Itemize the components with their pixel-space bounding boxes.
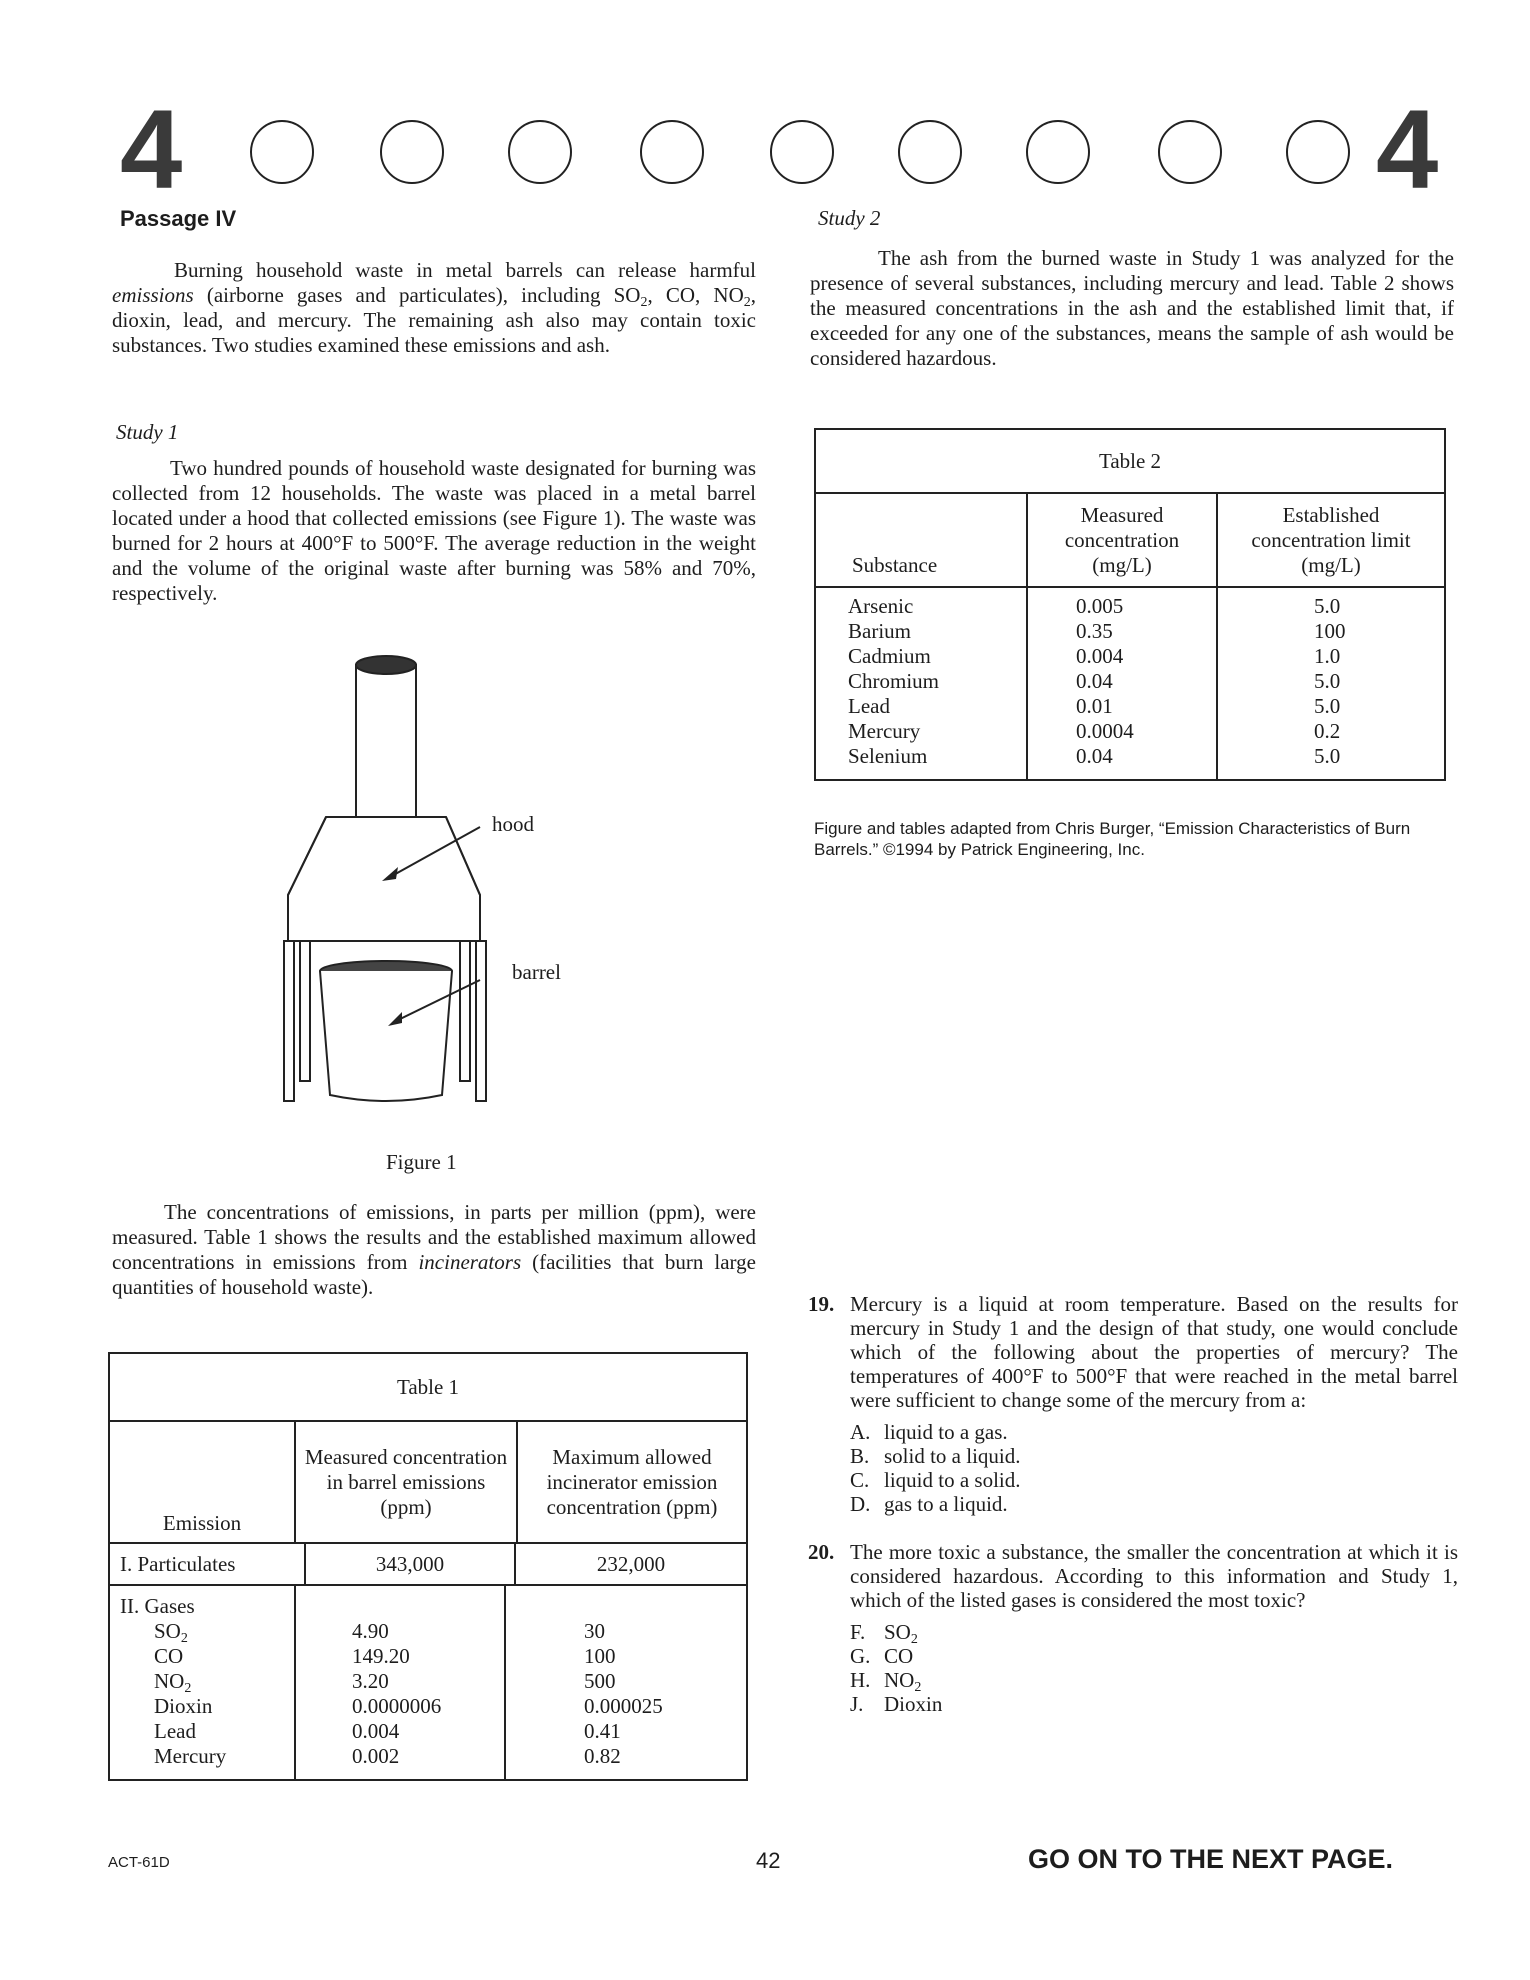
credit-line: Figure and tables adapted from Chris Burger, “Emission Characteristics of Burn Barrels.” ©1994 by Patrick Engineering, Inc. — [814, 819, 1411, 859]
table2-title: Table 2 — [816, 430, 1444, 494]
table1-gas-measured: 3.20 — [352, 1669, 389, 1693]
answer-text-subscript: 2 — [910, 1632, 918, 1647]
circle-decoration — [640, 120, 704, 184]
table2-measured: 0.01 — [1076, 694, 1113, 718]
answer-text-subscript: 2 — [914, 1680, 922, 1695]
figure1-diagram — [270, 655, 600, 1115]
table2-substance: Cadmium — [848, 644, 931, 668]
gas-name-subscript: 2 — [180, 1631, 188, 1646]
table1-gas-name — [120, 1644, 294, 1669]
table2-substance: Arsenic — [848, 594, 914, 618]
table2-limit: 5.0 — [1314, 594, 1341, 618]
gas-name-text: Dioxin — [154, 1694, 213, 1718]
table2-limit: 0.2 — [1314, 719, 1341, 743]
passage-title: Passage IV — [120, 206, 237, 231]
answer-option[interactable] — [850, 1492, 1458, 1516]
answer-letter: D. — [850, 1492, 871, 1516]
table1-gas-name — [120, 1619, 294, 1644]
table2-measured: 0.0004 — [1076, 719, 1134, 743]
answer-option[interactable] — [850, 1468, 1458, 1492]
circle-decoration — [1026, 120, 1090, 184]
circle-decoration — [1286, 120, 1350, 184]
study2-text: The ash from the burned waste in Study 1 was analyzed for the presence of several substances, including mercury and lead. Table 2 shows the measured concentrations in the ash and the established limit that, if exceeded for any one of the substances, means the sample of ash would be considered hazardous. — [810, 246, 1454, 370]
answer-options — [850, 1420, 1458, 1516]
question — [808, 1292, 1458, 1516]
answer-option[interactable] — [850, 1620, 1458, 1647]
table2-substance: Lead — [848, 694, 890, 718]
table2-measured: 0.04 — [1076, 669, 1113, 693]
circle-decoration — [898, 120, 962, 184]
circle-decoration — [508, 120, 572, 184]
table2-measured: 0.005 — [1076, 594, 1124, 618]
table2-limit: 5.0 — [1314, 694, 1341, 718]
table1-gas-max: 500 — [584, 1669, 616, 1693]
table2-substance: Selenium — [848, 744, 928, 768]
hood-leg — [300, 941, 310, 1081]
table2-limit: 5.0 — [1314, 744, 1341, 768]
table2-limit: 1.0 — [1314, 644, 1341, 668]
table1-header-measured: Measured concentration in barrel emissions (ppm) — [296, 1422, 518, 1542]
question-number: 19. — [808, 1292, 835, 1316]
study1-title: Study 1 — [116, 420, 179, 444]
answer-text — [884, 1692, 942, 1716]
table1 — [108, 1352, 748, 1781]
gas-name-text: NO — [154, 1669, 185, 1693]
answer-letter: H. — [850, 1668, 871, 1692]
table1-gas-max: 0.000025 — [584, 1694, 663, 1718]
questions — [808, 1292, 1458, 1716]
answer-options — [850, 1620, 1458, 1716]
table2-substance: Mercury — [848, 719, 921, 743]
answer-option[interactable] — [850, 1644, 1458, 1668]
circle-decoration — [250, 120, 314, 184]
table1-gas-name — [120, 1719, 294, 1744]
table1-gas-measured: 0.0000006 — [352, 1694, 442, 1718]
table1-gas-measured: 149.20 — [352, 1644, 410, 1668]
hood-leg — [460, 941, 470, 1081]
table1-row-particulates: I. Particulates 343,000 232,000 — [110, 1544, 746, 1586]
table1-gases-heading: II. Gases — [120, 1594, 195, 1618]
answer-option[interactable] — [850, 1444, 1458, 1468]
table1-header-emission: Emission — [110, 1422, 296, 1542]
answer-option[interactable] — [850, 1420, 1458, 1444]
section-number-left: 4 — [120, 87, 183, 212]
table1-gas-measured: 4.90 — [352, 1619, 389, 1643]
answer-text — [884, 1420, 1008, 1444]
page-number: 42 — [756, 1848, 781, 1873]
answer-text-main: solid to a liquid. — [884, 1444, 1021, 1468]
table2-measured: 0.35 — [1076, 619, 1113, 643]
table2-limit: 5.0 — [1314, 669, 1341, 693]
gas-name-text: Lead — [154, 1719, 196, 1743]
gas-name-text: Mercury — [154, 1744, 227, 1768]
hood-leg — [476, 941, 486, 1101]
table1-gas-max: 100 — [584, 1644, 616, 1668]
gas-name-text: SO — [154, 1619, 181, 1643]
table1-gases-block — [110, 1586, 746, 1779]
answer-text — [884, 1468, 1021, 1492]
question-text: The more toxic a substance, the smaller the concentration at which it is considered hazardous. According to this information and Study 1, which of the listed gases is considered the most toxic? — [850, 1540, 1458, 1612]
hood-leg — [284, 941, 294, 1101]
study2-title: Study 2 — [818, 206, 881, 230]
table2-measured: 0.04 — [1076, 744, 1113, 768]
table1-gas-max: 0.82 — [584, 1744, 621, 1768]
table1-gas-measured: 0.002 — [352, 1744, 400, 1768]
figure1-label-hood: hood — [492, 812, 534, 836]
table1-gas-name — [120, 1694, 294, 1719]
circle-decoration — [770, 120, 834, 184]
figure1-caption: Figure 1 — [386, 1150, 457, 1174]
circle-decoration — [1158, 120, 1222, 184]
answer-letter: B. — [850, 1444, 870, 1468]
answer-text — [884, 1492, 1008, 1516]
table2-header-substance: Substance — [816, 494, 1028, 586]
table2-substance: Chromium — [848, 669, 940, 693]
gas-name-subscript: 2 — [184, 1681, 192, 1696]
table1-gas-name — [120, 1744, 294, 1769]
figure1-label-barrel: barrel — [512, 960, 561, 984]
answer-letter: C. — [850, 1468, 870, 1492]
passage-intro: Burning household waste in metal barrels can release harmful emissions (airborne gases and particulates), including $SO_2$, CO, $NO_2$, dioxin, lead, and mercury. The remaining ash also may contain toxic substances. Two studies examined these emissions and ash. — [112, 258, 756, 357]
chimney — [356, 665, 416, 817]
question-number: 20. — [808, 1540, 835, 1564]
table1-header-max: Maximum allowed incinerator emission concentration (ppm) — [546, 1444, 718, 1519]
study1-after-figure: The concentrations of emissions, in parts per million (ppm), were measured. Table 1 shows the results and the established maximum allowed concentrations in emissions from incinerators (facilities that burn large quantities of household waste). — [112, 1200, 756, 1299]
table2-header-limit: Established concentration limit (mg/L) — [1251, 502, 1411, 577]
answer-text-main: NO — [884, 1668, 915, 1692]
answer-letter: J. — [850, 1692, 864, 1716]
answer-text — [884, 1644, 913, 1668]
study1-text: Two hundred pounds of household waste designated for burning was collected from 12 households. The waste was placed in a metal barrel located under a hood that collected emissions (see Figure 1). The waste was burned for 2 hours at 400°F to 500°F. The average reduction in the weight and the volume of the original waste after burning was 58% and 70%, respectively. — [112, 456, 756, 605]
answer-option[interactable] — [850, 1692, 1458, 1716]
circle-decoration — [380, 120, 444, 184]
answer-letter: F. — [850, 1620, 866, 1644]
gas-name-text: CO — [154, 1644, 184, 1668]
answer-letter: A. — [850, 1420, 871, 1444]
table2 — [814, 428, 1446, 781]
question — [808, 1540, 1458, 1716]
section-number-right: 4 — [1376, 87, 1439, 212]
table1-gas-name — [120, 1669, 294, 1694]
table2-measured: 0.004 — [1076, 644, 1124, 668]
answer-text-main: CO — [884, 1644, 914, 1668]
question-text: Mercury is a liquid at room temperature. Based on the results for mercury in Study 1 and the design of that study, one would conclude which of the following about the properties of mercury? The temperatures of 400°F to 500°F that were reached in the metal barrel were sufficient to change some of the mercury from a: — [850, 1292, 1458, 1412]
table2-limit: 100 — [1314, 619, 1346, 643]
chimney-top — [356, 656, 416, 674]
answer-text — [884, 1668, 922, 1695]
answer-text-main: liquid to a solid. — [884, 1468, 1021, 1492]
table2-substance: Barium — [848, 619, 911, 643]
answer-text-main: liquid to a gas. — [884, 1420, 1008, 1444]
next-page-notice: GO ON TO THE NEXT PAGE. — [1028, 1844, 1394, 1874]
answer-text — [884, 1444, 1021, 1468]
answer-text — [884, 1620, 918, 1647]
answer-letter: G. — [850, 1644, 871, 1668]
table1-gas-max: 0.41 — [584, 1719, 621, 1743]
table1-gas-max: 30 — [584, 1619, 605, 1643]
table1-gas-measured: 0.004 — [352, 1719, 400, 1743]
table1-title: Table 1 — [110, 1354, 746, 1422]
form-code: ACT-61D — [108, 1854, 170, 1871]
answer-text-main: Dioxin — [884, 1692, 943, 1716]
answer-text-main: SO — [884, 1620, 911, 1644]
table2-header-measured: Measured concentration (mg/L) — [1028, 494, 1218, 586]
answer-option[interactable] — [850, 1668, 1458, 1695]
barrel-body — [320, 971, 452, 1101]
answer-text-main: gas to a liquid. — [884, 1492, 1008, 1516]
